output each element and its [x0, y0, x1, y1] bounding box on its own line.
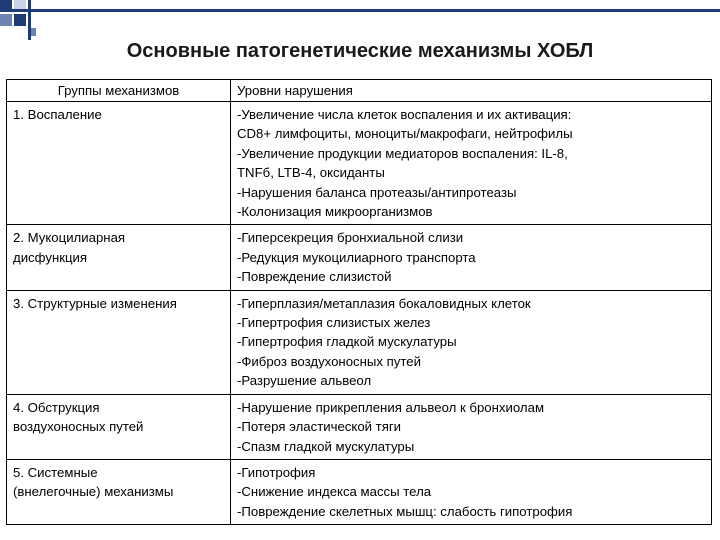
group-text: 4. Обструкция — [13, 399, 100, 415]
page-title: Основные патогенетические механизмы ХОБЛ — [126, 40, 594, 62]
header-groups: Группы механизмов — [7, 80, 231, 102]
levels-cell — [231, 225, 712, 290]
level-text: -Увеличение продукции медиаторов воспаления: IL-8, — [237, 145, 568, 161]
level-text: -Повреждение слизистой — [237, 269, 392, 285]
level-text: -Снижение индекса массы тела — [237, 484, 432, 500]
level-text: -Гиперсекреция бронхиальной слизи — [237, 230, 464, 246]
level-text: -Нарушения баланса протеазы/антипротеазы — [237, 184, 517, 200]
level-text: -Повреждение скелетных мышц: слабость гипотрофия — [237, 503, 573, 519]
level-text: -Увеличение числа клеток воспаления и их активация: — [237, 107, 572, 122]
table-row — [7, 290, 712, 394]
table-body — [7, 102, 712, 525]
level-text: -Потеря эластической тяги — [237, 419, 402, 435]
group-text: 2. Мукоцилиарная — [13, 230, 126, 246]
table-row — [7, 102, 712, 225]
table-row — [7, 459, 712, 524]
level-text: -Гипотрофия — [237, 464, 316, 480]
group-cell — [7, 225, 231, 290]
header-levels: Уровни нарушения — [231, 80, 712, 102]
group-cell — [7, 102, 231, 225]
group-text: 1. Воспаление — [13, 107, 102, 122]
header-rule — [0, 9, 720, 12]
level-text: -Разрушение альвеол — [237, 373, 372, 389]
levels-cell — [231, 102, 712, 225]
level-text: -Спазм гладкой мускулатуры — [237, 438, 415, 454]
levels-cell — [231, 459, 712, 524]
group-text: дисфункция — [13, 249, 88, 265]
group-text: 5. Системные — [13, 464, 98, 480]
level-text: -Фиброз воздухоносных путей — [237, 353, 421, 369]
group-text: 3. Структурные изменения — [13, 295, 177, 311]
level-text: -Нарушение прикрепления альвеол к бронхиолам — [237, 399, 545, 415]
group-cell — [7, 459, 231, 524]
group-cell — [7, 394, 231, 459]
level-text: -Редукция мукоцилиарного транспорта — [237, 249, 476, 265]
decor-square-dark-2 — [14, 14, 26, 26]
levels-cell — [231, 290, 712, 394]
table-row — [7, 394, 712, 459]
table-header-row — [7, 80, 712, 102]
group-text: (внелегочные) механизмы — [13, 484, 174, 500]
level-text: TNFб, LTB-4, оксиданты — [237, 165, 385, 181]
group-text: воздухоносных путей — [13, 419, 144, 435]
decor-square-mid — [0, 14, 12, 26]
table-row — [7, 225, 712, 290]
level-text: -Гипертрофия гладкой мускулатуры — [237, 334, 457, 350]
levels-cell — [231, 394, 712, 459]
group-cell — [7, 290, 231, 394]
decor-vertical-line — [28, 0, 31, 40]
level-text: -Колонизация микроорганизмов — [237, 204, 433, 220]
mechanisms-table — [6, 79, 712, 525]
level-text: CD8+ лимфоциты, моноциты/макрофаги, нейтрофилы — [237, 126, 573, 142]
level-text: -Гиперплазия/метаплазия бокаловидных клеток — [237, 295, 531, 311]
level-text: -Гипертрофия слизистых желез — [237, 315, 431, 331]
